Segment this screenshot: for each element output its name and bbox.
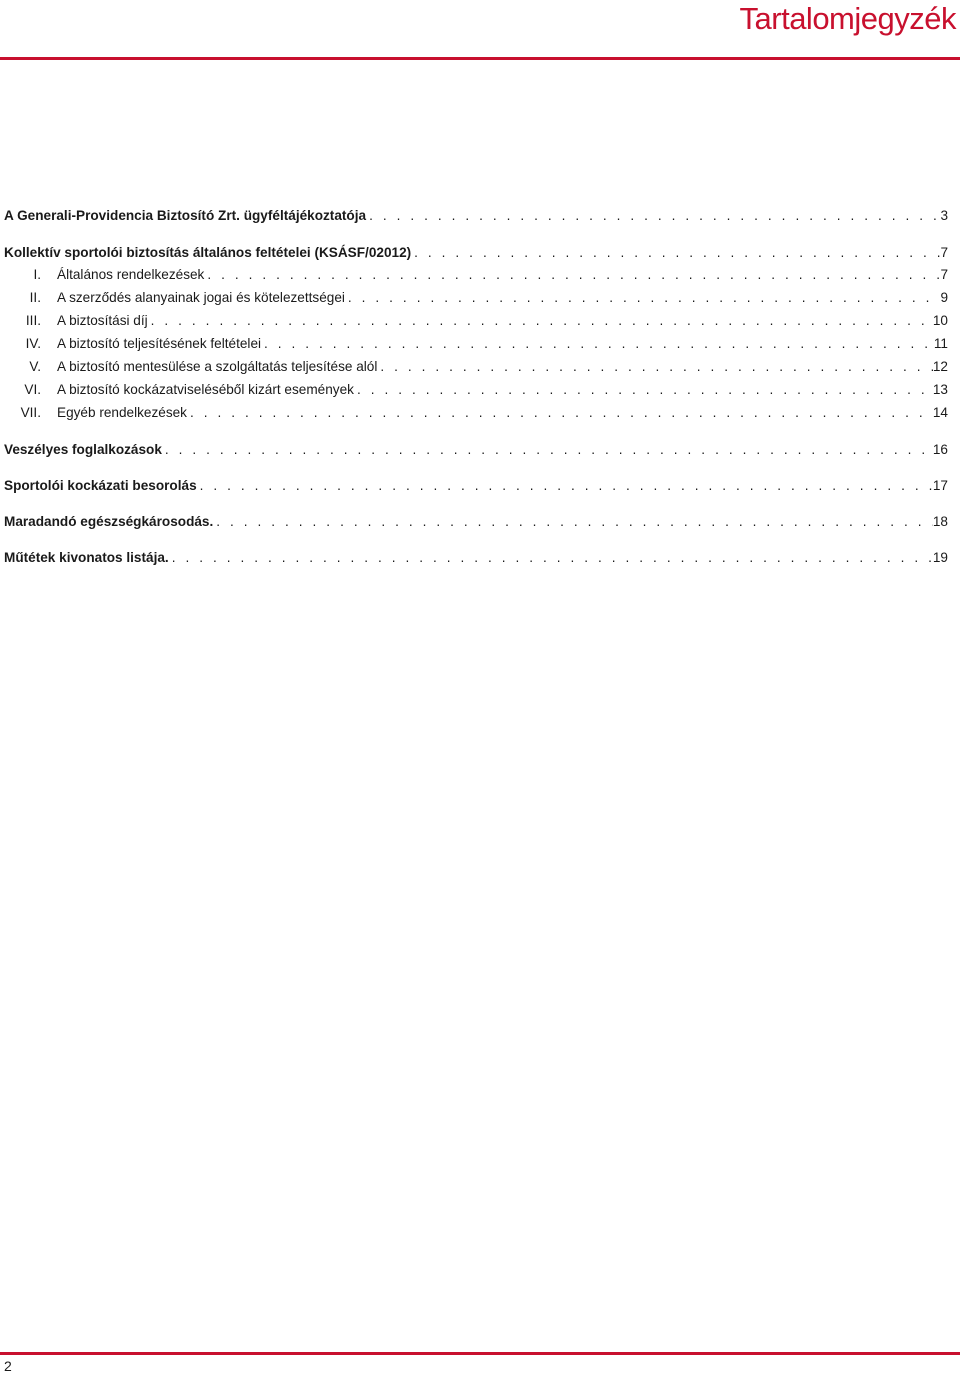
toc-entry-number: VII. (20, 405, 41, 420)
toc-leader-dots (377, 356, 932, 378)
toc-leader-dots (187, 402, 933, 424)
page-number: 2 (4, 1358, 12, 1374)
toc-entry-title: A szerződés alanyainak jogai és kötelezettségei (57, 290, 345, 305)
toc-entry-number: V. (29, 359, 41, 374)
toc-entry-page: 11 (933, 336, 948, 351)
toc-entry[interactable] (4, 242, 948, 264)
toc-entry-page: 13 (932, 382, 948, 397)
toc-subentry[interactable] (4, 379, 948, 401)
toc-entry-number: II. (29, 290, 41, 305)
toc-entry-title: Műtétek kivonatos listája. (4, 550, 169, 565)
toc-entry-page: 16 (932, 442, 948, 457)
toc-entry-title: Veszélyes foglalkozások (4, 442, 162, 457)
toc-leader-dots (204, 264, 940, 286)
toc-entry-title: Általános rendelkezések (57, 267, 205, 282)
footer-divider (0, 1352, 960, 1355)
toc-entry-title: A biztosító mentesülése a szolgáltatás teljesítése alól (57, 359, 378, 374)
toc-entry-title: A biztosító teljesítésének feltételei (57, 336, 262, 351)
toc-entry-page: 7 (940, 245, 948, 260)
toc-entry-title: Kollektív sportolói biztosítás általános feltételei (KSÁSF/02012) (4, 245, 412, 260)
toc-entry[interactable] (4, 205, 948, 227)
toc-subentry[interactable] (4, 356, 948, 378)
toc-leader-dots (213, 511, 933, 533)
toc-leader-dots (169, 547, 933, 569)
toc-leader-dots (354, 379, 933, 401)
toc-entry-title: A biztosító kockázatviseléséből kizárt események (57, 382, 354, 397)
toc-leader-dots (148, 310, 933, 332)
toc-entry-page: 14 (932, 405, 948, 420)
toc-entry[interactable] (4, 511, 948, 533)
toc-subentry[interactable] (4, 310, 948, 332)
toc-entry[interactable] (4, 439, 948, 461)
toc-entry-title: A Generali-Providencia Biztosító Zrt. ügyféltájékoztatója (4, 208, 367, 223)
toc-entry-page: 12 (932, 359, 948, 374)
toc-entry-title: Egyéb rendelkezések (57, 405, 187, 420)
toc-entry-page: 7 (940, 267, 948, 282)
toc-entry-page: 10 (932, 313, 948, 328)
toc-entry-page: 9 (940, 290, 948, 305)
toc-entry-page: 3 (940, 208, 948, 223)
toc-subentry[interactable] (4, 333, 948, 355)
toc-leader-dots (261, 333, 934, 355)
toc-entry[interactable] (4, 475, 948, 497)
toc-leader-dots (197, 475, 933, 497)
toc-leader-dots (411, 242, 940, 264)
header-divider (0, 57, 960, 60)
toc-entry-page: 19 (932, 550, 948, 565)
toc-entry-page: 17 (932, 478, 948, 493)
toc-subentry[interactable] (4, 287, 948, 309)
toc-entry-title: Sportolói kockázati besorolás (4, 478, 197, 493)
toc-entry-page: 18 (932, 514, 948, 529)
toc-subentry[interactable] (4, 264, 948, 286)
toc-entry-number: VI. (24, 382, 41, 397)
toc-entry[interactable] (4, 547, 948, 569)
toc-entry-number: IV. (25, 336, 41, 351)
toc-entry-title: Maradandó egészségkárosodás. (4, 514, 214, 529)
toc-leader-dots (366, 205, 940, 227)
toc-entry-number: I. (33, 267, 41, 282)
toc-entry-number: III. (25, 313, 41, 328)
toc-leader-dots (345, 287, 941, 309)
page-title: Tartalomjegyzék (739, 1, 956, 36)
toc-entry-title: A biztosítási díj (57, 313, 148, 328)
toc-leader-dots (162, 439, 933, 461)
toc-subentry[interactable] (4, 402, 948, 424)
